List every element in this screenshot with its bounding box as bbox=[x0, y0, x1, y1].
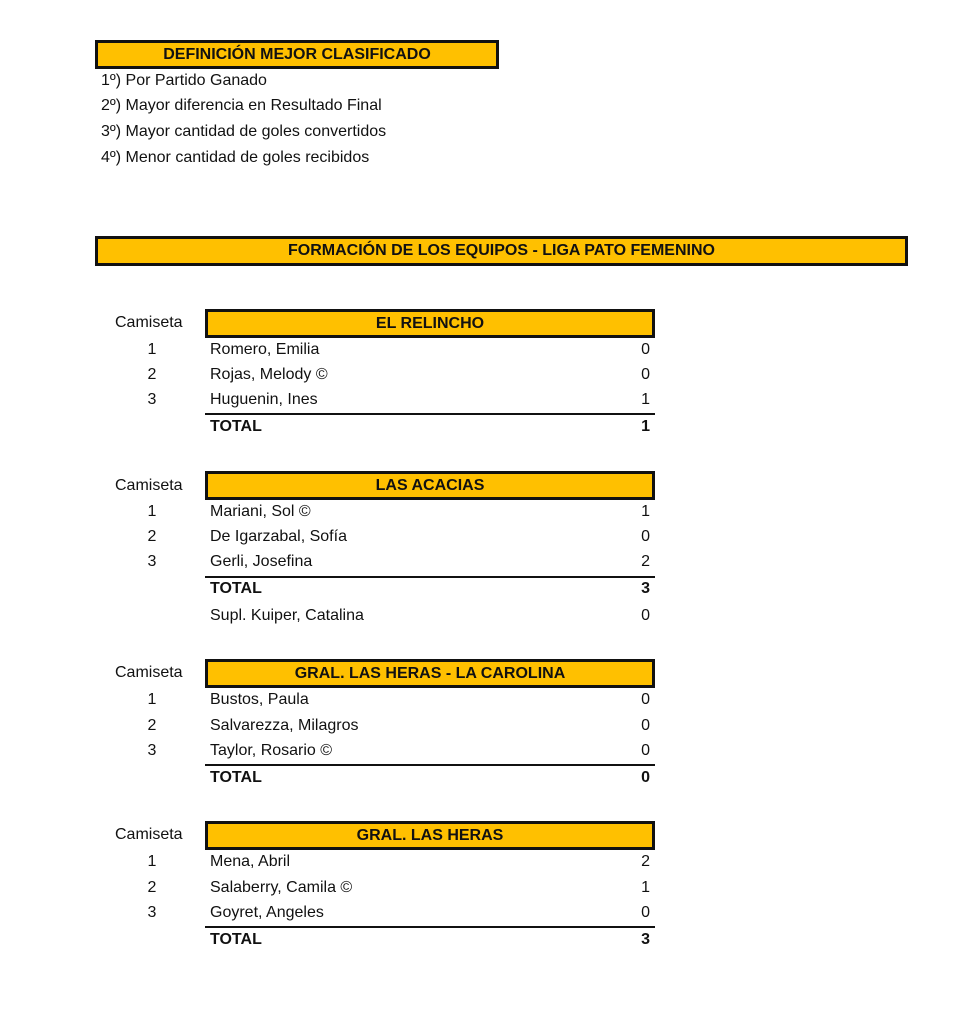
criteria-item-2: 2º) Mayor diferencia en Resultado Final bbox=[101, 97, 382, 114]
player-row bbox=[0, 366, 967, 391]
total-label: TOTAL bbox=[210, 931, 262, 948]
player-name: De Igarzabal, Sofía bbox=[210, 528, 347, 545]
shirt-label: Camiseta bbox=[115, 477, 183, 494]
shirt-number: 1 bbox=[147, 503, 157, 520]
player-row bbox=[0, 717, 967, 742]
shirt-label: Camiseta bbox=[115, 664, 183, 681]
player-row bbox=[0, 503, 967, 528]
criteria-item-4: 4º) Menor cantidad de goles recibidos bbox=[101, 149, 370, 166]
player-name: Goyret, Angeles bbox=[210, 904, 324, 921]
player-goals: 0 bbox=[641, 904, 650, 921]
total-label: TOTAL bbox=[210, 418, 262, 435]
player-goals: 2 bbox=[641, 853, 650, 870]
shirt-label: Camiseta bbox=[115, 826, 183, 843]
shirt-label: Camiseta bbox=[115, 314, 183, 331]
shirt-number: 3 bbox=[147, 553, 157, 570]
player-name: Huguenin, Ines bbox=[210, 391, 318, 408]
total-goals: 1 bbox=[641, 418, 650, 435]
shirt-number: 1 bbox=[147, 691, 157, 708]
total-divider bbox=[205, 413, 655, 415]
total-divider bbox=[205, 764, 655, 766]
shirt-number: 3 bbox=[147, 904, 157, 921]
player-row bbox=[0, 879, 967, 904]
total-goals: 0 bbox=[641, 769, 650, 786]
player-goals: 1 bbox=[641, 503, 650, 520]
team-name: EL RELINCHO bbox=[205, 309, 655, 338]
shirt-number: 3 bbox=[147, 742, 157, 759]
player-goals: 0 bbox=[641, 528, 650, 545]
shirt-number: 2 bbox=[147, 366, 157, 383]
criteria-item-3: 3º) Mayor cantidad de goles convertidos bbox=[101, 123, 387, 140]
substitute-name: Supl. Kuiper, Catalina bbox=[210, 607, 364, 624]
player-name: Mariani, Sol © bbox=[210, 503, 311, 520]
shirt-number: 2 bbox=[147, 879, 157, 896]
substitute-row bbox=[0, 607, 967, 632]
player-goals: 1 bbox=[641, 879, 650, 896]
player-goals: 2 bbox=[641, 553, 650, 570]
player-name: Romero, Emilia bbox=[210, 341, 320, 358]
total-label: TOTAL bbox=[210, 769, 262, 786]
player-row bbox=[0, 341, 967, 366]
total-goals: 3 bbox=[641, 931, 650, 948]
criteria-title: DEFINICIÓN MEJOR CLASIFICADO bbox=[95, 40, 499, 69]
total-goals: 3 bbox=[641, 580, 650, 597]
total-row bbox=[0, 418, 967, 443]
player-goals: 0 bbox=[641, 366, 650, 383]
player-row bbox=[0, 853, 967, 878]
player-name: Salaberry, Camila © bbox=[210, 879, 353, 896]
total-row bbox=[0, 769, 967, 794]
player-name: Mena, Abril bbox=[210, 853, 291, 870]
total-divider bbox=[205, 926, 655, 928]
player-name: Gerli, Josefina bbox=[210, 553, 313, 570]
player-goals: 0 bbox=[641, 742, 650, 759]
player-name: Rojas, Melody © bbox=[210, 366, 328, 383]
total-label: TOTAL bbox=[210, 580, 262, 597]
player-name: Salvarezza, Milagros bbox=[210, 717, 359, 734]
team-name: LAS ACACIAS bbox=[205, 471, 655, 500]
substitute-goals: 0 bbox=[641, 607, 650, 624]
shirt-number: 1 bbox=[147, 853, 157, 870]
player-name: Bustos, Paula bbox=[210, 691, 309, 708]
player-row bbox=[0, 691, 967, 716]
criteria-item-1: 1º) Por Partido Ganado bbox=[101, 72, 267, 89]
shirt-number: 3 bbox=[147, 391, 157, 408]
player-goals: 0 bbox=[641, 717, 650, 734]
player-goals: 1 bbox=[641, 391, 650, 408]
total-row bbox=[0, 580, 967, 605]
total-divider bbox=[205, 576, 655, 578]
shirt-number: 2 bbox=[147, 717, 157, 734]
player-row bbox=[0, 528, 967, 553]
team-name: GRAL. LAS HERAS bbox=[205, 821, 655, 850]
team-name: GRAL. LAS HERAS - LA CAROLINA bbox=[205, 659, 655, 688]
player-goals: 0 bbox=[641, 691, 650, 708]
player-row bbox=[0, 553, 967, 578]
shirt-number: 1 bbox=[147, 341, 157, 358]
player-goals: 0 bbox=[641, 341, 650, 358]
player-name: Taylor, Rosario © bbox=[210, 742, 333, 759]
formation-title: FORMACIÓN DE LOS EQUIPOS - LIGA PATO FEMENINO bbox=[95, 236, 908, 266]
shirt-number: 2 bbox=[147, 528, 157, 545]
total-row bbox=[0, 931, 967, 956]
